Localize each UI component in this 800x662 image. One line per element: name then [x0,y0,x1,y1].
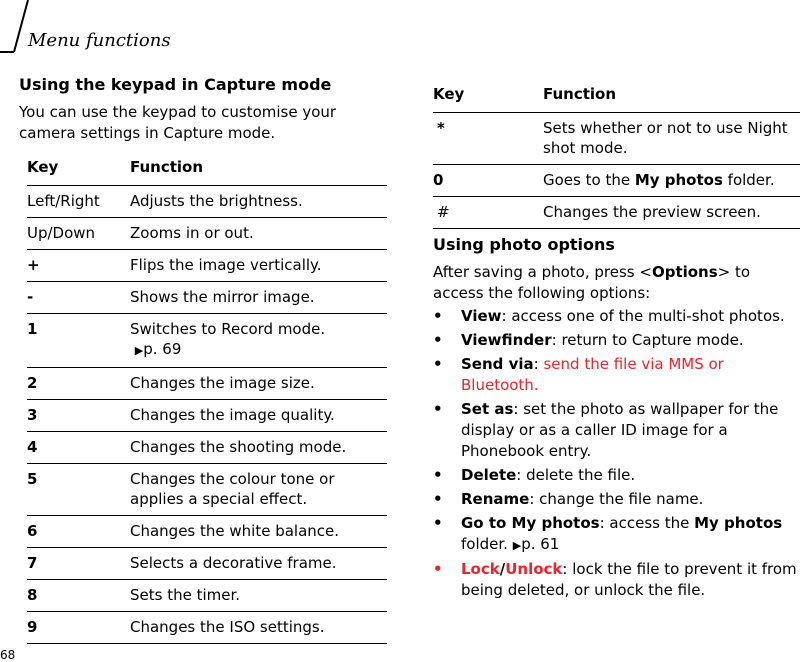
list-item [433,559,798,601]
key-cell: # [433,197,543,229]
function-text: Switches to Record mode. [130,320,326,338]
table-row [27,314,387,368]
bullet-icon: • [433,466,443,484]
key-cell: 7 [27,548,130,580]
key-column-header: Key [433,84,543,113]
page-header-title: Menu functions [28,30,171,51]
key-cell: 5 [27,464,130,516]
option-desc: : delete the file. [516,466,636,484]
function-cell: Zooms in or out. [130,218,387,250]
bullet-icon: • [433,400,443,418]
option-desc: folder. [461,535,508,553]
function-cell: Changes the colour tone or applies a special effect. [130,464,387,516]
function-text: Goes to the [543,171,635,189]
photo-options-intro [433,262,793,304]
table-row [27,464,387,516]
list-item [433,306,798,327]
key-cell: * [433,113,543,165]
function-cell [543,165,800,197]
option-desc: : change the file name. [529,490,704,508]
capture-keys-table-continued [433,84,800,229]
intro-text: > to access the following options: [433,263,751,302]
table-row [433,165,800,197]
bullet-icon: • [433,490,443,508]
option-desc: : access the [599,514,695,532]
option-desc: : [533,355,544,373]
list-item [433,489,798,510]
intro-text: After saving a photo, press < [433,263,652,281]
key-column-header: Key [27,157,130,186]
option-name: Send via [461,355,534,373]
list-item [433,354,798,396]
function-cell: Changes the shooting mode. [130,432,387,464]
table-header-row [433,84,800,113]
function-text: folder. [722,171,775,189]
page-reference: p. 61 [521,535,560,553]
function-cell: Changes the image quality. [130,400,387,432]
list-item [433,465,798,486]
function-column-header: Function [130,157,387,186]
function-column-header: Function [543,84,800,113]
table-row [27,218,387,250]
table-row [27,250,387,282]
bullet-icon: • [433,331,443,349]
key-cell: 9 [27,612,130,644]
table-header-row [27,157,387,186]
table-row [27,612,387,644]
option-name: Rename [461,490,530,508]
option-name: Delete [461,466,517,484]
option-desc: : access one of the multi-shot photos. [501,307,785,325]
function-cell: Selects a decorative frame. [130,548,387,580]
options-key-label: Options [651,263,718,281]
bullet-icon: • [433,307,443,325]
function-cell: Adjusts the brightness. [130,186,387,218]
key-cell: 4 [27,432,130,464]
table-row [27,368,387,400]
bullet-icon: • [433,560,443,578]
key-cell: - [27,282,130,314]
function-cell [130,314,387,368]
key-cell: + [27,250,130,282]
option-name: Set as [461,400,514,418]
folder-name: My photos [694,514,783,532]
table-row [433,113,800,165]
key-cell: 1 [27,314,130,368]
key-cell: 3 [27,400,130,432]
capture-section-title: Using the keypad in Capture mode [19,75,332,94]
option-desc: : set the photo as wallpaper for the display or as a caller ID image for a Phonebook entry. [461,400,779,460]
bullet-icon: • [433,355,443,373]
key-cell: Left/Right [27,186,130,218]
function-cell: Sets the timer. [130,580,387,612]
list-item [433,330,798,351]
folder-name: My photos [634,171,723,189]
key-cell: 0 [433,165,543,197]
page-number: 68 [0,648,16,662]
option-name: Go to My photos [461,514,600,532]
page-ref-arrow-icon: ▶ [512,539,522,552]
photo-options-title: Using photo options [433,235,615,254]
page-reference: p. 69 [143,340,182,358]
option-name-separator: / [499,560,506,578]
function-cell: Changes the preview screen. [543,197,800,229]
table-row [27,282,387,314]
list-item [433,399,798,462]
function-cell: Changes the ISO settings. [130,612,387,644]
table-row [27,432,387,464]
photo-options-list [433,306,798,604]
capture-keys-table [27,157,387,644]
key-cell: 2 [27,368,130,400]
option-name: Unlock [505,560,563,578]
table-row [433,197,800,229]
table-row [27,580,387,612]
list-item [433,513,798,556]
bullet-icon: • [433,514,443,532]
header-slash [0,0,30,64]
page-ref-arrow-icon: ▶ [134,344,144,357]
key-cell: 8 [27,580,130,612]
function-cell: Flips the image vertically. [130,250,387,282]
key-cell: Up/Down [27,218,130,250]
table-row [27,516,387,548]
function-cell: Changes the white balance. [130,516,387,548]
capture-intro: You can use the keypad to customise your camera settings in Capture mode. [19,103,337,142]
function-cell: Sets whether or not to use Night shot mode. [543,113,800,165]
option-name: View [461,307,502,325]
option-desc: : lock the file to prevent it from being deleted, or unlock the file. [461,560,797,599]
option-desc: : return to Capture mode. [551,331,744,349]
option-name: Lock [461,560,500,578]
table-row [27,548,387,580]
option-name: Viewfinder [461,331,552,349]
function-cell: Shows the mirror image. [130,282,387,314]
function-cell: Changes the image size. [130,368,387,400]
key-cell: 6 [27,516,130,548]
table-row [27,186,387,218]
option-desc-highlight: send the file via MMS or Bluetooth. [461,355,724,394]
table-row [27,400,387,432]
